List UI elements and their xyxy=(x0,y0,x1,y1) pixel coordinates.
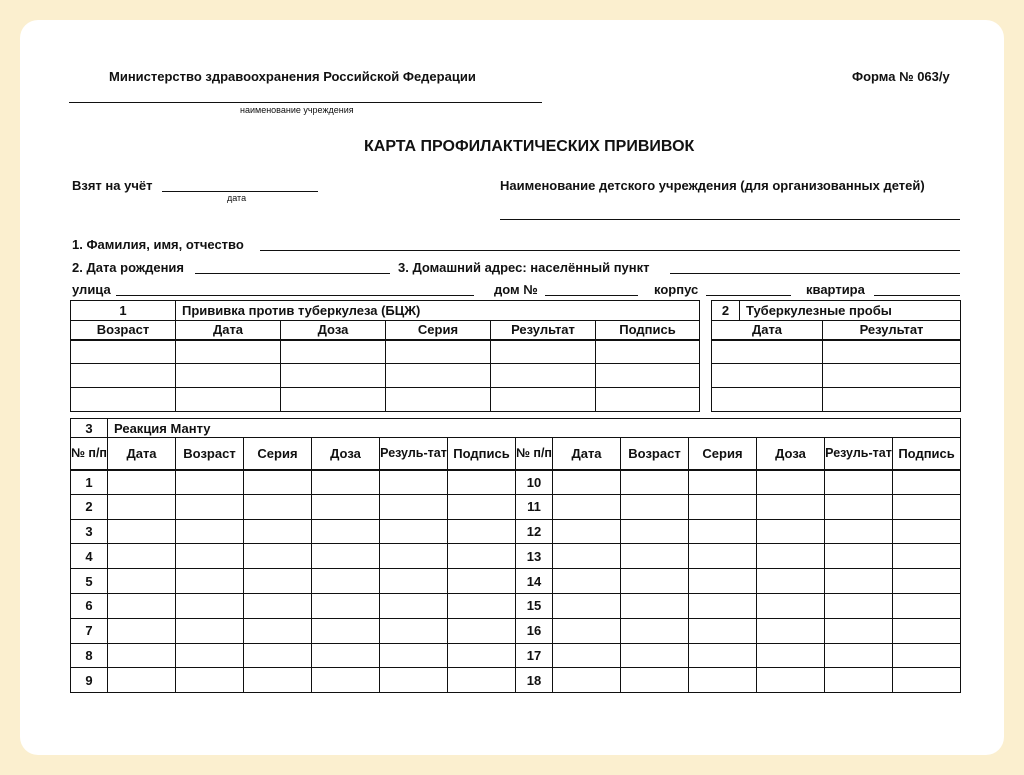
apartment-label: квартира xyxy=(806,282,865,297)
table-cell[interactable] xyxy=(448,569,516,594)
row-number: 8 xyxy=(71,643,108,668)
table-cell[interactable] xyxy=(448,544,516,569)
form-number: Форма № 063/у xyxy=(852,69,950,84)
mantoux-table xyxy=(70,418,961,693)
table-cell[interactable] xyxy=(689,668,757,693)
table-cell[interactable] xyxy=(621,593,689,618)
table-cell[interactable] xyxy=(244,544,312,569)
table-cell[interactable] xyxy=(689,470,757,495)
table-cell[interactable] xyxy=(825,668,893,693)
table-cell[interactable] xyxy=(176,494,244,519)
table-cell[interactable] xyxy=(689,593,757,618)
mantoux-col-date-right: Дата xyxy=(553,438,621,470)
table-cell[interactable] xyxy=(825,593,893,618)
fullname-label: 1. Фамилия, имя, отчество xyxy=(72,237,244,252)
table-cell[interactable] xyxy=(380,668,448,693)
birthdate-field[interactable] xyxy=(195,273,390,274)
table-cell[interactable] xyxy=(621,470,689,495)
table-cell[interactable] xyxy=(553,494,621,519)
table-cell[interactable] xyxy=(312,519,380,544)
mantoux-col-num-left: № п/п xyxy=(71,438,108,470)
bcg-col-dose: Доза xyxy=(281,321,386,340)
table-cell[interactable] xyxy=(893,519,961,544)
table-cell[interactable] xyxy=(825,618,893,643)
table-cell[interactable] xyxy=(108,470,176,495)
table-cell[interactable] xyxy=(448,643,516,668)
table-row xyxy=(71,618,961,643)
table-cell[interactable] xyxy=(244,519,312,544)
table-cell[interactable] xyxy=(621,618,689,643)
table-row xyxy=(71,519,961,544)
table-cell[interactable] xyxy=(621,668,689,693)
table-row xyxy=(71,364,700,388)
street-label: улица xyxy=(72,282,111,297)
table-row xyxy=(712,388,961,412)
mantoux-col-signature-left: Подпись xyxy=(448,438,516,470)
table-cell[interactable] xyxy=(893,643,961,668)
section1-number: 1 xyxy=(71,301,176,321)
mantoux-col-num-right: № п/п xyxy=(516,438,553,470)
house-label: дом № xyxy=(494,282,538,297)
table-cell[interactable] xyxy=(380,618,448,643)
table-cell[interactable] xyxy=(244,668,312,693)
table-cell[interactable] xyxy=(244,618,312,643)
table-cell[interactable] xyxy=(108,593,176,618)
table-row xyxy=(71,643,961,668)
table-cell[interactable] xyxy=(312,643,380,668)
table-cell[interactable] xyxy=(553,569,621,594)
table-cell[interactable] xyxy=(448,494,516,519)
table-cell[interactable] xyxy=(757,593,825,618)
table-cell[interactable] xyxy=(448,618,516,643)
table-cell[interactable] xyxy=(108,494,176,519)
row-number: 3 xyxy=(71,519,108,544)
table-cell[interactable] xyxy=(825,494,893,519)
table-cell[interactable] xyxy=(825,569,893,594)
table-cell[interactable] xyxy=(621,519,689,544)
table-cell[interactable] xyxy=(380,544,448,569)
address-label: 3. Домашний адрес: населённый пункт xyxy=(398,260,650,275)
table-row xyxy=(71,668,961,693)
table-cell[interactable] xyxy=(108,569,176,594)
ministry-title: Министерство здравоохранения Российской Федерации xyxy=(109,69,476,84)
table-row xyxy=(712,340,961,364)
table-cell[interactable] xyxy=(757,569,825,594)
mantoux-col-date-left: Дата xyxy=(108,438,176,470)
table-cell[interactable] xyxy=(757,668,825,693)
mantoux-col-signature-right: Подпись xyxy=(893,438,961,470)
table-cell[interactable] xyxy=(380,593,448,618)
table-row xyxy=(71,388,700,412)
mantoux-col-result-left: Резуль-тат xyxy=(380,438,448,470)
kindergarten-field[interactable] xyxy=(500,219,960,220)
building-label: корпус xyxy=(654,282,699,297)
mantoux-col-series-right: Серия xyxy=(689,438,757,470)
table-cell[interactable] xyxy=(244,643,312,668)
table-cell[interactable] xyxy=(757,519,825,544)
tb-col-result: Результат xyxy=(823,321,961,340)
bcg-table xyxy=(70,300,700,412)
table-cell[interactable] xyxy=(553,519,621,544)
table-cell[interactable] xyxy=(448,470,516,495)
table-row xyxy=(71,470,961,495)
table-cell[interactable] xyxy=(176,618,244,643)
table-cell[interactable] xyxy=(621,494,689,519)
table-cell[interactable] xyxy=(893,593,961,618)
table-row xyxy=(71,593,961,618)
registered-label: Взят на учёт xyxy=(72,178,153,193)
institution-caption: наименование учреждения xyxy=(240,105,354,115)
mantoux-col-dose-left: Доза xyxy=(312,438,380,470)
mantoux-col-age-left: Возраст xyxy=(176,438,244,470)
row-number: 11 xyxy=(516,494,553,519)
table-cell[interactable] xyxy=(176,470,244,495)
section3-number: 3 xyxy=(71,419,108,438)
row-number: 15 xyxy=(516,593,553,618)
table-cell[interactable] xyxy=(312,494,380,519)
section1-title: Прививка против туберкулеза (БЦЖ) xyxy=(176,301,700,321)
table-cell[interactable] xyxy=(312,668,380,693)
table-cell[interactable] xyxy=(825,519,893,544)
birthdate-label: 2. Дата рождения xyxy=(72,260,184,275)
table-cell[interactable] xyxy=(893,470,961,495)
kindergarten-label: Наименование детского учреждения (для организованных детей) xyxy=(500,178,925,193)
table-cell[interactable] xyxy=(176,519,244,544)
row-number: 7 xyxy=(71,618,108,643)
table-cell[interactable] xyxy=(380,494,448,519)
house-field[interactable] xyxy=(545,295,638,296)
row-number: 13 xyxy=(516,544,553,569)
mantoux-col-age-right: Возраст xyxy=(621,438,689,470)
table-cell[interactable] xyxy=(176,668,244,693)
bcg-col-date: Дата xyxy=(176,321,281,340)
table-cell[interactable] xyxy=(757,470,825,495)
table-cell[interactable] xyxy=(312,569,380,594)
table-row xyxy=(71,340,700,364)
table-cell[interactable] xyxy=(893,618,961,643)
row-number: 5 xyxy=(71,569,108,594)
table-cell[interactable] xyxy=(893,569,961,594)
fullname-field[interactable] xyxy=(260,250,960,251)
table-cell[interactable] xyxy=(757,494,825,519)
table-cell[interactable] xyxy=(621,544,689,569)
registered-date-field[interactable] xyxy=(162,191,318,192)
table-cell[interactable] xyxy=(176,643,244,668)
table-cell[interactable] xyxy=(108,668,176,693)
table-cell[interactable] xyxy=(312,544,380,569)
row-number: 6 xyxy=(71,593,108,618)
table-cell[interactable] xyxy=(621,643,689,668)
table-cell[interactable] xyxy=(553,593,621,618)
table-cell[interactable] xyxy=(448,668,516,693)
section2-number: 2 xyxy=(712,301,740,321)
table-cell[interactable] xyxy=(689,544,757,569)
table-cell[interactable] xyxy=(176,544,244,569)
bcg-col-series: Серия xyxy=(386,321,491,340)
bcg-col-signature: Подпись xyxy=(596,321,700,340)
row-number: 1 xyxy=(71,470,108,495)
table-cell[interactable] xyxy=(380,470,448,495)
table-cell[interactable] xyxy=(244,569,312,594)
bcg-col-age: Возраст xyxy=(71,321,176,340)
table-cell[interactable] xyxy=(244,470,312,495)
table-cell[interactable] xyxy=(312,618,380,643)
building-field[interactable] xyxy=(706,295,791,296)
section2-title: Туберкулезные пробы xyxy=(740,301,961,321)
table-cell[interactable] xyxy=(825,470,893,495)
table-cell[interactable] xyxy=(380,519,448,544)
table-cell[interactable] xyxy=(108,519,176,544)
table-cell[interactable] xyxy=(553,544,621,569)
table-cell[interactable] xyxy=(825,643,893,668)
row-number: 4 xyxy=(71,544,108,569)
table-cell[interactable] xyxy=(244,593,312,618)
table-cell[interactable] xyxy=(825,544,893,569)
table-cell[interactable] xyxy=(689,618,757,643)
table-cell[interactable] xyxy=(553,618,621,643)
row-number: 10 xyxy=(516,470,553,495)
table-cell[interactable] xyxy=(621,569,689,594)
table-cell[interactable] xyxy=(689,519,757,544)
bcg-col-result: Результат xyxy=(491,321,596,340)
table-cell[interactable] xyxy=(380,569,448,594)
date-caption: дата xyxy=(227,193,247,203)
row-number: 17 xyxy=(516,643,553,668)
section3-title: Реакция Манту xyxy=(108,419,961,438)
row-number: 12 xyxy=(516,519,553,544)
tb-col-date: Дата xyxy=(712,321,823,340)
table-row xyxy=(71,569,961,594)
table-cell[interactable] xyxy=(553,470,621,495)
page-title: КАРТА ПРОФИЛАКТИЧЕСКИХ ПРИВИВОК xyxy=(364,138,695,155)
table-cell[interactable] xyxy=(689,643,757,668)
settlement-field[interactable] xyxy=(670,273,960,274)
table-cell[interactable] xyxy=(176,593,244,618)
mantoux-col-dose-right: Доза xyxy=(757,438,825,470)
table-cell[interactable] xyxy=(108,544,176,569)
table-cell[interactable] xyxy=(689,494,757,519)
table-cell[interactable] xyxy=(689,569,757,594)
table-cell[interactable] xyxy=(244,494,312,519)
tb-tests-table xyxy=(711,300,961,412)
table-cell[interactable] xyxy=(757,544,825,569)
table-cell[interactable] xyxy=(448,519,516,544)
table-row xyxy=(71,544,961,569)
table-cell[interactable] xyxy=(176,569,244,594)
table-cell[interactable] xyxy=(757,618,825,643)
table-row xyxy=(712,364,961,388)
row-number: 2 xyxy=(71,494,108,519)
table-cell[interactable] xyxy=(893,494,961,519)
table-cell[interactable] xyxy=(893,544,961,569)
street-field[interactable] xyxy=(116,295,474,296)
table-cell[interactable] xyxy=(108,643,176,668)
row-number: 14 xyxy=(516,569,553,594)
table-cell[interactable] xyxy=(553,668,621,693)
table-cell[interactable] xyxy=(108,618,176,643)
table-cell[interactable] xyxy=(312,470,380,495)
row-number: 9 xyxy=(71,668,108,693)
table-row xyxy=(71,494,961,519)
mantoux-col-result-right: Резуль-тат xyxy=(825,438,893,470)
table-cell[interactable] xyxy=(448,593,516,618)
table-cell[interactable] xyxy=(893,668,961,693)
table-cell[interactable] xyxy=(757,643,825,668)
table-cell[interactable] xyxy=(312,593,380,618)
mantoux-col-series-left: Серия xyxy=(244,438,312,470)
row-number: 16 xyxy=(516,618,553,643)
table-cell[interactable] xyxy=(553,643,621,668)
row-number: 18 xyxy=(516,668,553,693)
table-cell[interactable] xyxy=(380,643,448,668)
apartment-field[interactable] xyxy=(874,295,960,296)
institution-line[interactable] xyxy=(69,102,542,103)
